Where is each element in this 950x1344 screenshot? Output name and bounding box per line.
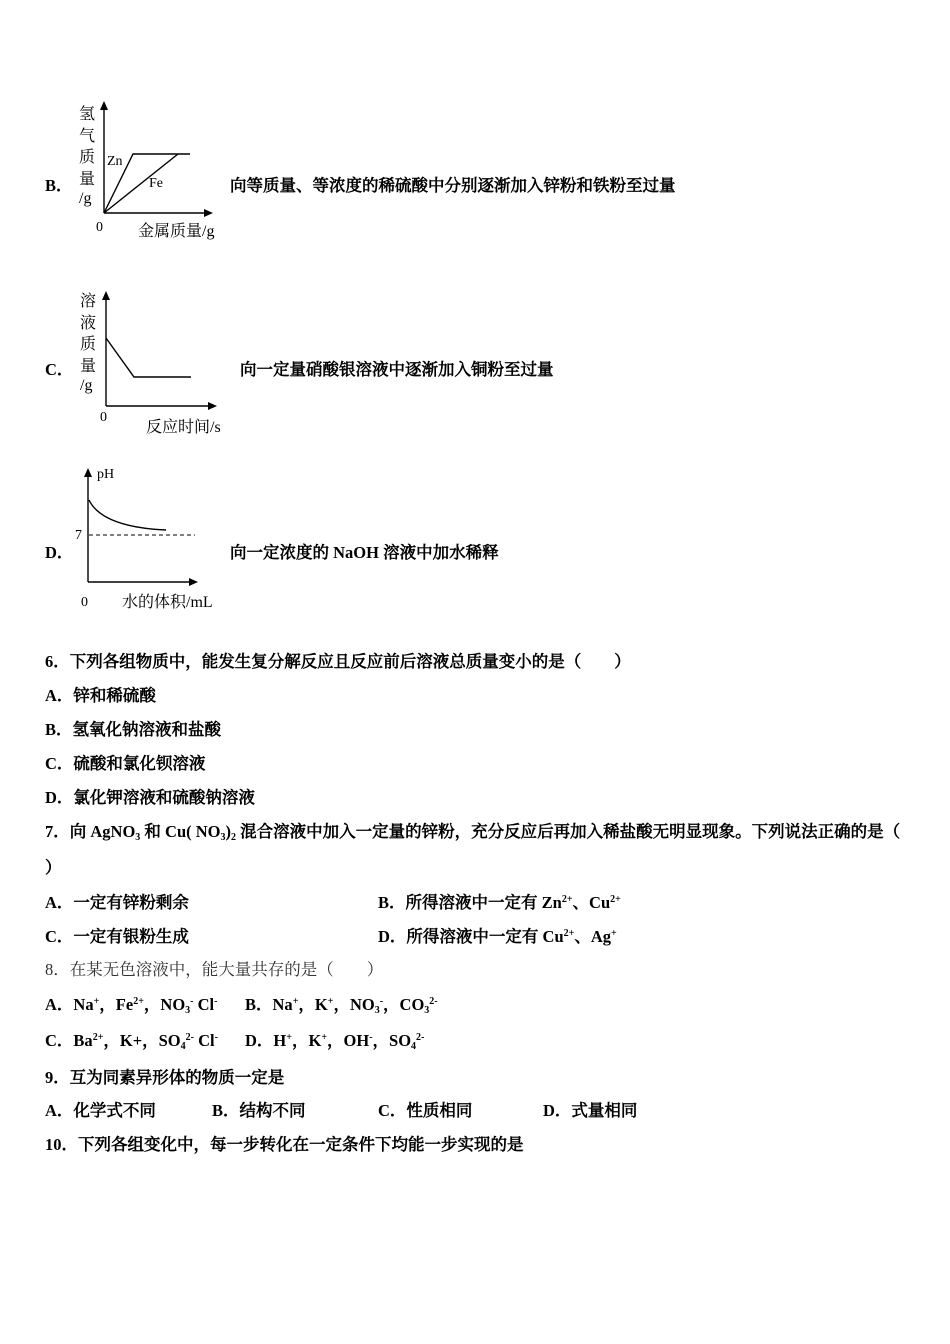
- graph-b-x-axis-arrow: [204, 209, 213, 217]
- q9-option-c: [378, 1100, 472, 1122]
- option-text: 所得溶液中一定有 Cu: [406, 927, 564, 946]
- graph-d-origin-label: 0: [81, 595, 88, 610]
- ion-text: ，K: [291, 1031, 322, 1050]
- graph-d-x-axis-arrow: [189, 578, 198, 586]
- option-text: 硫酸和氯化钡溶液: [73, 754, 206, 773]
- ion-charge: 2+: [133, 996, 144, 1007]
- graph-d-y-axis-arrow: [84, 468, 92, 477]
- graph-b-fe-label: Fe: [149, 176, 163, 191]
- ion-charge: -: [214, 996, 218, 1007]
- ion-charge: +: [286, 1032, 292, 1043]
- graph-c-origin-label: 0: [100, 410, 107, 425]
- option-label: A．: [45, 995, 74, 1014]
- option-label: C．: [45, 927, 74, 946]
- formula-subscript: 3: [220, 832, 226, 843]
- option-c-text: 向一定量硝酸银溶液中逐渐加入铜粉至过量: [240, 360, 554, 379]
- ion-charge: +: [321, 1032, 328, 1043]
- option-text: 锌和稀硫酸: [73, 686, 156, 705]
- ion-text: Ba: [73, 1031, 93, 1050]
- ion-charge: +: [93, 996, 100, 1007]
- graph-b-y-axis-label: 氢气质量: [79, 106, 96, 188]
- ion-text: ，Fe: [99, 995, 134, 1014]
- graph-d: [84, 468, 198, 586]
- q6-stem: 6．下列各组物质中，能发生复分解反应且反应前后溶液总质量变小的是（ ）: [45, 652, 631, 671]
- graph-b-zn-label: Zn: [107, 154, 123, 169]
- formula-subscript: 3: [185, 1005, 191, 1016]
- graph-c: [102, 291, 217, 410]
- option-d-text: 向一定浓度的 NaOH 溶液中加水稀释: [230, 543, 499, 562]
- ion-text: Cl: [193, 1031, 215, 1050]
- option-label: B．: [212, 1101, 240, 1120]
- graph-d-y-axis-label: pH: [97, 467, 115, 482]
- q8-stem: 8．在某无色溶液中，能大量共存的是（ ）: [45, 960, 384, 979]
- stem-text: 混合溶液中加入一定量的锌粉，充分反应后再加入稀盐酸无明显现象。下列说法正确的是（: [236, 822, 901, 841]
- ion-charge: -: [369, 1032, 373, 1043]
- ion-text: ，CO: [383, 995, 425, 1014]
- graph-c-y-axis-unit: /g: [80, 377, 93, 394]
- stem-text: 和 Cu( NO: [140, 822, 221, 841]
- q6-option-d: [45, 787, 255, 809]
- option-label: D．: [543, 1101, 572, 1120]
- ion-charge: +: [327, 996, 334, 1007]
- formula-subscript: 4: [180, 1041, 186, 1052]
- option-text: 氯化钾溶液和硫酸钠溶液: [73, 788, 255, 807]
- ion-charge: 2+: [563, 928, 575, 939]
- graph-c-x-axis-arrow: [208, 402, 217, 410]
- formula-subscript: 3: [374, 1005, 380, 1016]
- ion-text: ，NO: [143, 995, 186, 1014]
- q9-option-a: [45, 1100, 156, 1122]
- graph-d-ph7-label: 7: [75, 528, 82, 543]
- graph-c-x-axis-label: 反应时间/s: [146, 419, 221, 436]
- q10-stem: 10．下列各组变化中，每一步转化在一定条件下均能一步实现的是: [45, 1135, 524, 1154]
- ion-charge: 2-: [416, 1032, 425, 1043]
- option-label: D．: [378, 927, 407, 946]
- option-label: D．: [45, 788, 74, 807]
- graph-b-y-axis-unit: /g: [79, 190, 92, 207]
- q9-option-d: [543, 1100, 637, 1122]
- graph-b-x-axis-label: 金属质量/g: [138, 223, 215, 240]
- q7-option-c: [45, 926, 189, 948]
- option-text: 、Cu: [572, 893, 611, 912]
- option-text: 式量相同: [571, 1101, 638, 1120]
- option-label: D．: [245, 1031, 274, 1050]
- option-text: 所得溶液中一定有 Zn: [405, 893, 562, 912]
- graph-d-x-axis-label: 水的体积/mL: [122, 594, 213, 611]
- ion-charge: +: [292, 996, 299, 1007]
- q8-option-c: [45, 1030, 218, 1052]
- ion-text: ，NO: [333, 995, 375, 1014]
- ion-text: ，K: [298, 995, 328, 1014]
- q6-option-a: [45, 685, 156, 707]
- ion-charge: +: [611, 928, 617, 939]
- option-text: 一定有银粉生成: [73, 927, 189, 946]
- option-c-label: C．: [45, 360, 74, 379]
- q6-option-c: [45, 753, 205, 775]
- ion-text: ，K+，SO: [103, 1031, 181, 1050]
- q7-stem: [45, 821, 900, 843]
- option-text: 化学式不同: [73, 1101, 156, 1120]
- ion-charge: 2+: [610, 894, 621, 905]
- ion-charge: -: [214, 1032, 218, 1043]
- q7-option-a: [45, 892, 189, 914]
- graph-d-ph-curve: [89, 500, 166, 530]
- option-text: 结构不同: [239, 1101, 306, 1120]
- ion-charge: 2-: [185, 1032, 194, 1043]
- option-d-label: D．: [45, 543, 74, 562]
- ion-text: ，OH: [327, 1031, 370, 1050]
- option-text: 性质相同: [406, 1101, 473, 1120]
- stem-text: ): [225, 822, 232, 841]
- q9-option-b: [212, 1100, 306, 1122]
- q9-stem: 9．互为同素异形体的物质一定是: [45, 1068, 285, 1087]
- ion-charge: -: [379, 996, 384, 1007]
- option-label: C．: [45, 1031, 74, 1050]
- q8-option-d: [245, 1030, 424, 1052]
- option-text: 一定有锌粉剩余: [73, 893, 189, 912]
- q7-option-b: [378, 892, 621, 914]
- ion-charge: 2+: [561, 894, 573, 905]
- formula-subscript: 3: [135, 832, 141, 843]
- option-label: A．: [45, 893, 74, 912]
- q8-option-a: [45, 994, 217, 1016]
- option-label: C．: [378, 1101, 407, 1120]
- option-label: A．: [45, 686, 74, 705]
- ion-text: Na: [73, 995, 94, 1014]
- graph-c-mass-line: [106, 338, 191, 377]
- option-text: 氢氧化钠溶液和盐酸: [72, 720, 222, 739]
- ion-charge: 2-: [429, 996, 438, 1007]
- graph-c-y-axis-label: 溶液质量: [80, 293, 97, 375]
- option-b-text: 向等质量、等浓度的稀硫酸中分别逐渐加入锌粉和铁粉至过量: [230, 176, 676, 195]
- option-label: B．: [378, 893, 406, 912]
- option-b-label: B．: [45, 176, 73, 195]
- option-graphs-drawing: [0, 0, 950, 620]
- q8-option-b: [245, 994, 438, 1016]
- q7-option-d: [378, 926, 617, 948]
- formula-subscript: 3: [424, 1005, 430, 1016]
- option-label: B．: [45, 720, 73, 739]
- graph-b-y-axis-arrow: [100, 101, 108, 110]
- option-label: B．: [245, 995, 273, 1014]
- ion-text: ，SO: [372, 1031, 412, 1050]
- option-text: 、Ag: [574, 927, 612, 946]
- ion-charge: 2+: [92, 1032, 104, 1043]
- ion-text: Na: [272, 995, 293, 1014]
- option-label: A．: [45, 1101, 74, 1120]
- ion-text: Cl: [193, 995, 215, 1014]
- q6-option-b: [45, 719, 221, 741]
- formula-subscript: 2: [231, 832, 237, 843]
- graph-b-origin-label: 0: [96, 220, 103, 235]
- stem-text: 7．向 AgNO: [45, 822, 136, 841]
- q7-stem-end: ）: [45, 858, 62, 877]
- graph-c-y-axis-arrow: [102, 291, 110, 300]
- ion-text: H: [273, 1031, 287, 1050]
- option-label: C．: [45, 754, 74, 773]
- formula-subscript: 4: [411, 1041, 417, 1052]
- ion-charge: -: [190, 996, 194, 1007]
